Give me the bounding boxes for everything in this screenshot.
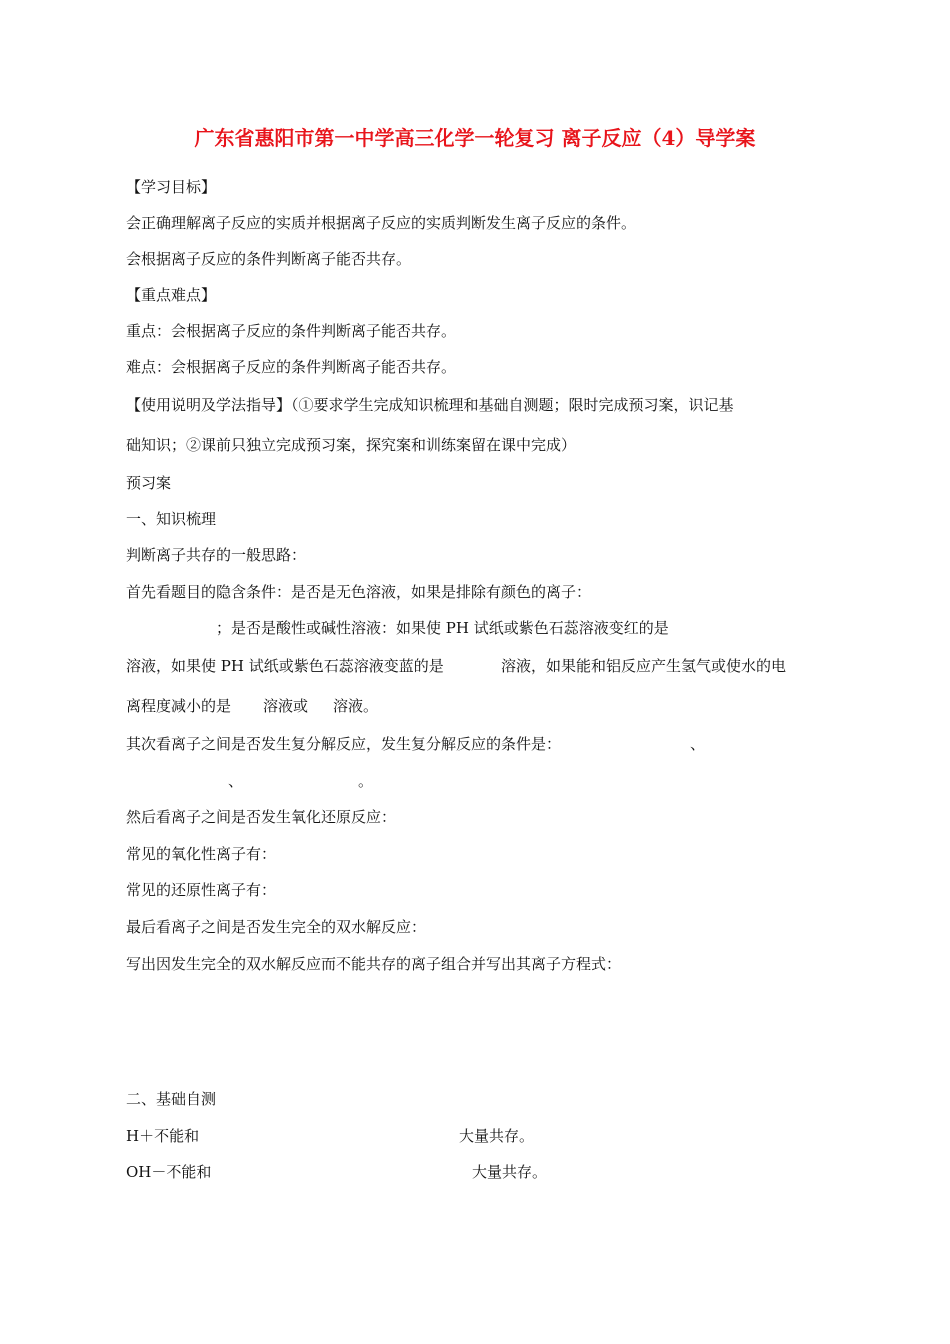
- ionization-line-b: 溶液或: [263, 697, 309, 715]
- blank-period: 。: [358, 772, 374, 790]
- preview-heading: 预习案: [126, 474, 172, 492]
- fourth-check-line: 最后看离子之间是否发生完全的双水解反应：: [126, 918, 427, 936]
- reducing-ions-line: 常见的还原性离子有：: [126, 881, 277, 899]
- blank-separator-2: 、: [228, 772, 244, 790]
- learning-goals-heading: 【学习目标】: [126, 178, 217, 196]
- goal-line-1: 会正确理解离子反应的实质并根据离子反应的实质判断发生离子反应的条件。: [126, 214, 637, 232]
- third-check-line: 然后看离子之间是否发生氧化还原反应：: [126, 808, 397, 826]
- second-check-line: 其次看离子之间是否发生复分解反应，发生复分解反应的条件是：: [126, 735, 562, 753]
- write-out-line: 写出因发生完全的双水解反应而不能共存的离子组合并写出其离子方程式：: [126, 955, 622, 973]
- ionization-line-a: 离程度减小的是: [126, 697, 232, 715]
- oh-ion-line-b: 大量共存。: [472, 1163, 548, 1181]
- oxidizing-ions-line: 常见的氧化性离子有：: [126, 845, 277, 863]
- key-point-line: 重点：会根据离子反应的条件判断离子能否共存。: [126, 322, 457, 340]
- oh-ion-line-a: OH－不能和: [126, 1163, 212, 1181]
- h-ion-line-b: 大量共存。: [459, 1127, 535, 1145]
- ionization-line-c: 溶液。: [333, 697, 379, 715]
- section-1-heading: 一、知识梳理: [126, 510, 217, 528]
- goal-line-2: 会根据离子反应的条件判断离子能否共存。: [126, 250, 412, 268]
- acid-base-line-2a: 溶液，如果使 PH 试纸或紫色石蕊溶液变蓝的是: [126, 657, 444, 675]
- acid-base-line-2b: 溶液，如果能和铝反应产生氢气或使水的电: [501, 657, 787, 675]
- usage-line-1: 【使用说明及学法指导】（①要求学生完成知识梳理和基础自测题；限时完成预习案，识记基: [126, 396, 734, 414]
- focus-heading: 【重点难点】: [126, 286, 217, 304]
- section-2-heading: 二、基础自测: [126, 1090, 217, 1108]
- document-title: 广东省惠阳市第一中学高三化学一轮复习 离子反应（4）导学案: [194, 126, 756, 150]
- first-check-line: 首先看题目的隐含条件：是否是无色溶液，如果是排除有颜色的离子：: [126, 583, 592, 601]
- blank-separator-1: 、: [690, 735, 706, 753]
- acid-base-line-1: ；是否是酸性或碱性溶液：如果使 PH 试纸或紫色石蕊溶液变红的是: [216, 619, 669, 637]
- usage-line-2: 础知识；②课前只独立完成预习案，探究案和训练案留在课中完成）: [126, 436, 577, 454]
- idea-intro-line: 判断离子共存的一般思路：: [126, 546, 307, 564]
- h-ion-line-a: H＋不能和: [126, 1127, 200, 1145]
- difficulty-line: 难点：会根据离子反应的条件判断离子能否共存。: [126, 358, 457, 376]
